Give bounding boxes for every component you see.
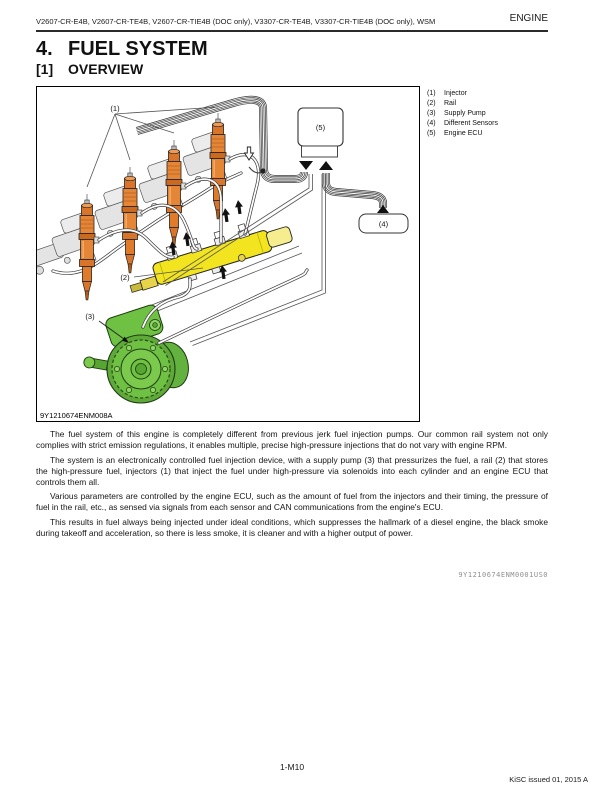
document-code: 9Y1210674ENM0001US0 (458, 571, 548, 579)
figure-legend (427, 89, 498, 139)
fuel-system-illustration (37, 87, 419, 421)
injector-2 (122, 167, 142, 273)
legend-item: (3) Supply Pump (427, 110, 486, 117)
callout-4: (4) (378, 219, 389, 229)
supply-pump (83, 303, 193, 403)
paragraph-3: Various parameters are controlled by the engine ECU, such as the amount of fuel from the injectors and their timing, the pressure of fuel in the rail, etc., as sensed via signals from each sensor and CAN communications from the engine's ECU. (36, 491, 548, 512)
legend-item: (5) Engine ECU (427, 130, 483, 137)
legend-item: (4) Different Sensors (427, 120, 498, 127)
header-rule (36, 30, 548, 32)
subtitle-label: OVERVIEW (68, 61, 144, 77)
sensors-box (359, 205, 408, 233)
section-subtitle (36, 61, 143, 77)
figure-image-code: 9Y1210674ENM008A (40, 411, 113, 420)
title-number: 4. (36, 38, 53, 60)
paragraph-2: The system is an electronically controlled fuel injection device, with a supply pump (3) that pressurizes the fuel, a rail (2) that stores the high-pressure fuel, injectors (1) that inject the fuel under high-pressure via solenoids into each cylinder and an engine ECU that controls them all. (36, 454, 548, 487)
callout-3: (3) (85, 312, 95, 321)
legend-item: (1) Injector (427, 90, 467, 97)
body-text (36, 429, 548, 542)
callout-5: (5) (315, 123, 326, 132)
header-section-label: ENGINE (509, 13, 548, 24)
callout-1: (1) (110, 104, 120, 113)
engine-ecu-box (298, 108, 343, 170)
wire-harness-sensors (326, 173, 383, 208)
header-model-list: V2607-CR-E4B, V2607-CR-TE4B, V2607-CR-TIE4B (DOC only), V3307-CR-TE4B, V3307-CR-TIE4B (DOC only), WSM (36, 17, 436, 26)
title-label: FUEL SYSTEM (68, 38, 208, 60)
rail (122, 211, 295, 298)
page-number: 1-M10 (279, 762, 305, 772)
injector-1 (79, 194, 99, 300)
legend-item: (2) Rail (427, 100, 457, 107)
paragraph-4: This results in fuel always being injected under ideal conditions, which suppresses the hallmark of a diesel engine, the black smoke during takeoff and acceleration, so there is less smoke, it is cleaner and with a higher output of power. (36, 516, 548, 538)
issue-note: KiSC issued 01, 2015 A (509, 775, 588, 784)
subtitle-number: [1] (36, 61, 54, 77)
fuel-system-diagram (36, 86, 420, 422)
paragraph-1: The fuel system of this engine is completely different from previous jerk fuel injection pumps. Our common rail system not only complies with strict emission regulations, it enables multiple, precise high-pressure injections that do not vary with engine RPM. (36, 429, 548, 450)
page-title (36, 38, 208, 61)
callout-2: (2) (120, 273, 130, 282)
injector-3 (166, 140, 186, 246)
